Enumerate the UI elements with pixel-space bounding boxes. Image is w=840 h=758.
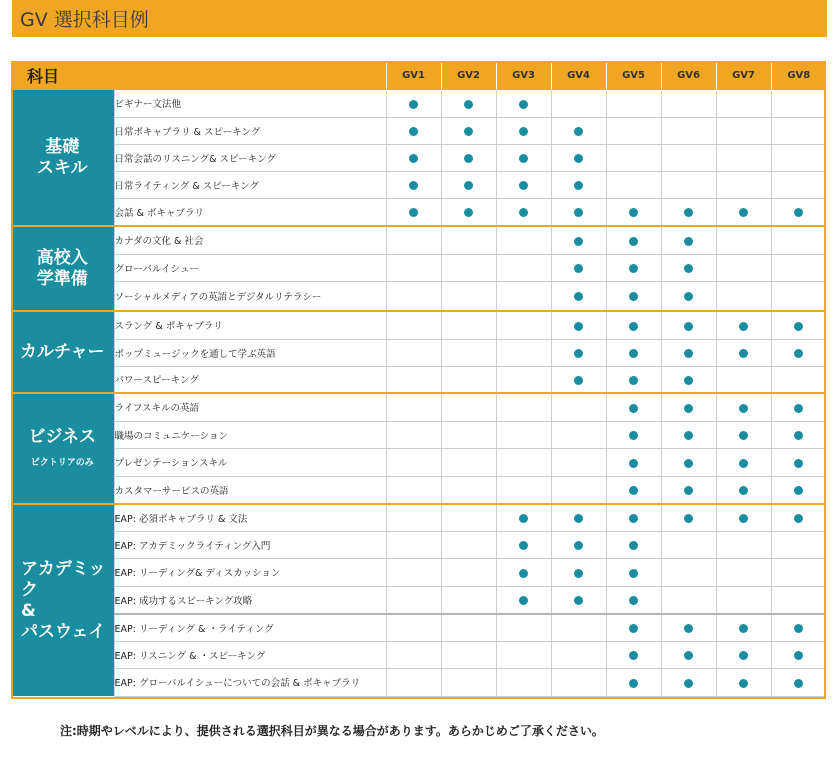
course-name: 会話 & ボキャブラリ bbox=[114, 198, 386, 226]
course-name: 日常ライティング & スピーキング bbox=[114, 171, 386, 198]
title-bar bbox=[12, 0, 827, 37]
page-title: GV 選択科目例 bbox=[20, 9, 149, 31]
course-name: EAP: 成功するスピーキング攻略 bbox=[114, 586, 386, 614]
level-header-gv7: GV7 bbox=[716, 61, 771, 90]
level-header-gv5: GV5 bbox=[606, 61, 661, 90]
category-label: 基礎 スキル bbox=[36, 136, 88, 178]
course-name: EAP: リーディング& ディスカッション bbox=[114, 558, 386, 586]
course-name: ソーシャルメディアの英語とデジタルリテラシー bbox=[114, 281, 386, 311]
level-header-gv8: GV8 bbox=[771, 61, 826, 90]
course-name: ポップミュージックを通して学ぶ英語 bbox=[114, 339, 386, 366]
course-name: グローバルイシュー bbox=[114, 254, 386, 281]
course-name: パワースピーキング bbox=[114, 366, 386, 393]
table-frame bbox=[11, 61, 826, 699]
course-name: EAP: 必須ボキャブラリ & 文法 bbox=[114, 504, 386, 531]
course-name: EAP: アカデミックライティング入門 bbox=[114, 531, 386, 558]
course-name: ライフスキルの英語 bbox=[114, 393, 386, 421]
category-label: アカデミック & パスウェイ bbox=[21, 558, 106, 642]
course-name: ビギナー文法他 bbox=[114, 90, 386, 117]
course-name: EAP: グローバルイシューについての会話 & ボキャブラリ bbox=[114, 668, 386, 696]
level-header-gv1: GV1 bbox=[386, 61, 441, 90]
course-name: 職場のコミュニケーション bbox=[114, 421, 386, 448]
level-header-gv6: GV6 bbox=[661, 61, 716, 90]
category-label: 高校入 学準備 bbox=[36, 247, 88, 289]
course-name: 日常会話のリスニング& スピーキング bbox=[114, 144, 386, 171]
footnote: 注:時期やレベルにより、提供される選択科目が異なる場合があります。あらかじめご了承ください。 bbox=[60, 724, 604, 738]
course-name: カナダの文化 & 社会 bbox=[114, 226, 386, 254]
category-label: ビジネス bbox=[28, 427, 96, 447]
course-name: カスタマーサービスの英語 bbox=[114, 476, 386, 504]
course-name: EAP: リスニング & ・スピーキング bbox=[114, 641, 386, 668]
subject-header: 科目 bbox=[11, 61, 386, 90]
course-name: プレゼンテーションスキル bbox=[114, 448, 386, 476]
category-sublabel: ビクトリアのみ bbox=[30, 458, 94, 468]
course-name: 日常ボキャブラリ & スピーキング bbox=[114, 117, 386, 144]
course-name: EAP: リーディング & ・ライティング bbox=[114, 614, 386, 641]
level-header-gv2: GV2 bbox=[441, 61, 496, 90]
level-header-gv3: GV3 bbox=[496, 61, 551, 90]
level-header-gv4: GV4 bbox=[551, 61, 606, 90]
course-name: スラング & ボキャブラリ bbox=[114, 311, 386, 339]
category-label: カルチャー bbox=[20, 341, 105, 362]
